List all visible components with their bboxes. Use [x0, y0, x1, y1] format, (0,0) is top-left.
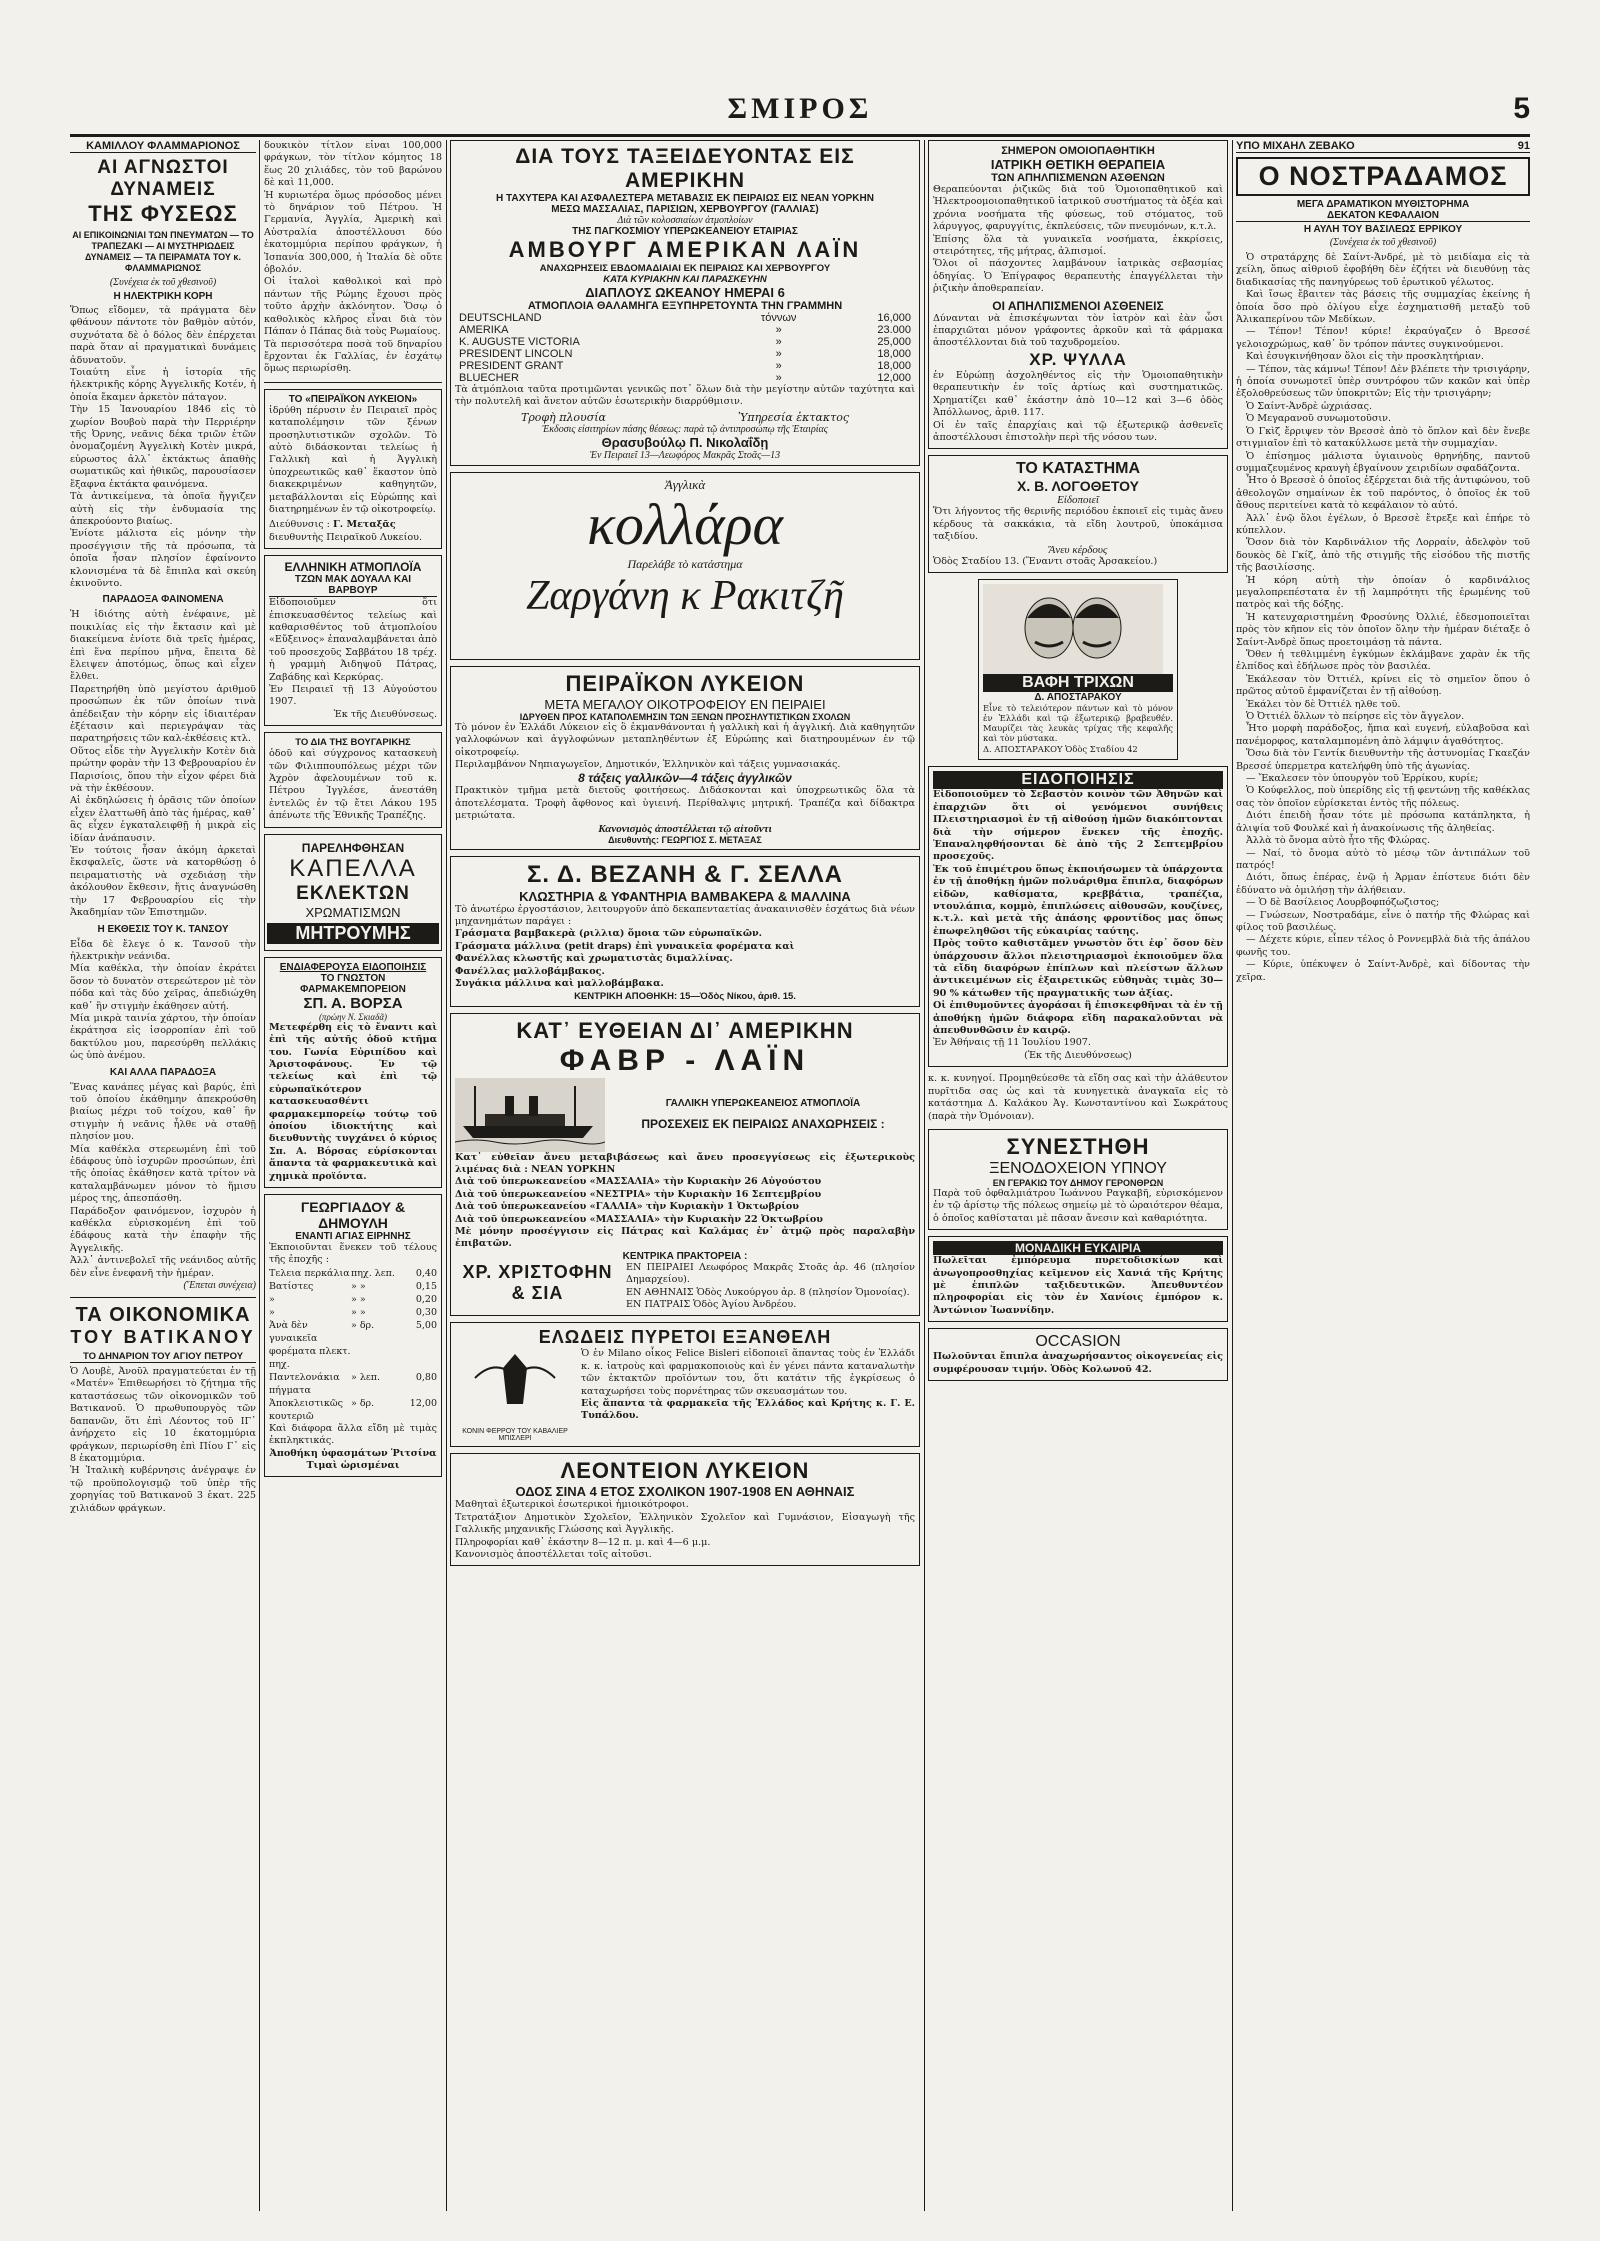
departure-item: Διὰ τοῦ ὑπερωκεανείου «ΝΕΣΤΡΙΑ» τὴν Κυριακὴν 16 Σεπτεμβρίου — [455, 1188, 822, 1200]
ad-line: ΕΚΛΕΚΤΩΝ — [296, 882, 410, 904]
article-title: ΑΙ ΑΓΝΩΣΤΟΙ ΔΥΝΑΜΕΙΣ — [97, 157, 229, 200]
ad-title: ΕΛΩΔΕΙΣ ΠΥΡΕΤΟΙ ΕΞΑΝΘΕΛΗ — [538, 1327, 832, 1348]
ad-title: ΚΑΤ᾽ ΕΥΘΕΙΑΝ ΔΙ᾽ ΑΜΕΡΙΚΗΝ — [516, 1017, 854, 1043]
ship-unit: τόννων — [760, 312, 797, 324]
ad-signature-title: διευθυντὴς Πειραϊκοῦ Λυκείου. — [269, 531, 423, 543]
ad-line: ΟΙ ΑΠΗΛΠΙΣΜΕΝΟΙ ΑΣΘΕΝΕΙΣ — [992, 298, 1164, 313]
ad-text: Οἱ ἐπιθυμοῦντες ἀγοράσαι ἢ ἐπισκεφθῆναι τὰ ἐν τῇ ἀποθήκῃ ἡμῶν διάφορα εἴδη παρακαλοῦνται νὰ ἀπευθυνθῶσιν ἐν καιρῷ. — [933, 1000, 1223, 1037]
ad-line: ΣΗΜΕΡΟΝ ΟΜΟΙΟΠΑΘΗΤΙΚΗ — [1001, 145, 1155, 157]
serial-paragraph: Καὶ ἴσως ἔβαιτεν τὰς βάσεις τῆς συμμαχίας ἐκείνης ἡ ὁποία ὅσο πρὸ ὀλίγου εἶχε ἐσχηματισθῆ μεταξὺ τοῦ Ἀλικαπερίνου τῶν Μεδίκων. — [1236, 289, 1530, 326]
departure-item: Διὰ τοῦ ὑπερωκεανείου «ΓΑΛΛΙΑ» τὴν Κυριακὴν 1 Ὀκτωβρίου — [455, 1201, 799, 1213]
ad-occasion — [928, 1328, 1228, 1381]
ad-title: ΒΑΦΗ ΤΡΙΧΩΝ — [983, 674, 1173, 692]
ship-table — [455, 312, 915, 384]
ad-line: ΚΕΝΤΡΙΚΑ ΠΡΑΚΤΟΡΕΙΑ : — [622, 1250, 748, 1262]
serial-chapter: ΔΕΚΑΤΟΝ ΚΕΦΑΛΑΙΟΝ — [1236, 210, 1530, 222]
ad-signature: (Ἐκ τῆς Διευθύνσεως) — [1024, 1049, 1132, 1061]
paragraph: Οὕτος εἶδε τὴν Ἀγγελικὴν Κοτὲν διὰ πρώτην φορὰν τὴν 13 Φεβρουαρίου ἐν Παρισίοις, ὅπου τὴν εἶχον φέρει διὰ νὰ τὴν ἐκθέσουν. — [70, 745, 256, 795]
section-heading: Η ΕΚΘΕΣΙΣ ΤΟΥ Κ. ΤΑΝΣΟΥ — [97, 923, 229, 935]
ad-text: Ὁ ἐν Milano οἶκος Felice Bisleri εἰδοποιεῖ ἅπαντας τοὺς ἐν Ἑλλάδι κ. κ. ἰατροὺς καὶ φαρμακοποιοὺς καὶ ἐν γένει πάντα καταναλωτὴν τῶν ἐκτακτῶν προϊόντων του, ὅτι κατάτιν τῆς ἐγκρίσεως ὁ καταχωρήσει τοὺς πορνέτηρας τῶν σκευασμάτων του. — [581, 1348, 915, 1397]
ad-pireiko-lykeio-large — [450, 666, 920, 850]
serial-subtitle: ΜΕΓΑ ΔΡΑΜΑΤΙΚΟΝ ΜΥΘΙΣΤΟΡΗΜΑ — [1296, 199, 1470, 210]
ad-auction-notice — [928, 766, 1228, 1067]
serial-paragraph: — Ἔκαλεσεν τὸν ὑπουργὸν τοῦ Ἐρρίκου, κυρίε; — [1246, 773, 1479, 785]
product-item: Συγάκια μάλλινα καὶ μαλλοβάμβακα. — [455, 978, 664, 990]
price-row — [269, 1293, 437, 1306]
ad-address: Ἐν Πειραιεῖ 13—Λεωφόρος Μακρᾶς Στοᾶς—13 — [589, 449, 781, 461]
ad-text: Εἰς ἅπαντα τὰ φαρμακεῖα τῆς Ἑλλάδος καὶ Κρήτης κ. Γ. Ε. Τυπάλδου. — [581, 1398, 915, 1422]
ad-line: ΚΑΤΑ ΚΥΡΙΑΚΗΝ ΚΑΙ ΠΑΡΑΣΚΕΥΗΝ — [603, 274, 767, 285]
price-unit: » δρ. — [351, 1319, 375, 1331]
ad-address: ΕΝ ΠΑΤΡΑΙΣ Ὁδὸς Ἁγίου Ἀνδρέου. — [626, 1298, 797, 1310]
serial-paragraph: — Τέπον, τὰς κάμνω! Τέπον! Δὲν βλέπετε τὴν τρισιγάρην, ἡ ὁποία συνωμοτεῖ ὑπὲρ συντρόφου τῶν κακῶν καὶ ὑπὲρ ἐξολοθρεύσεως τῶν ὑποκριτῶν; Εἰς τὴν τρισιγάρην; — [1236, 363, 1530, 400]
ad-pireiko-lykeio — [264, 389, 442, 549]
ad-text: Ἐπίσης ὅλα τὰ γυναικεῖα νοσήματα, ἐκκρίσεις, στειρότητες, τῆς μήτρας, ἀλπισμοί. — [933, 233, 1223, 258]
page-number: 5 — [1513, 92, 1530, 125]
ship-row — [455, 360, 915, 372]
serial-chapter-title: Η ΑΥΛΗ ΤΟΥ ΒΑΣΙΛΕΩΣ ΕΡΡΙΚΟΥ — [1303, 224, 1463, 235]
ad-line: ΤΗΣ ΠΑΓΚΟΣΜΙΟΥ ΥΠΕΡΩΚΕΑΝΕΙΟΥ ΕΤΑΙΡΙΑΣ — [572, 226, 798, 237]
continued-note: (Συνέχεια ἐκ τοῦ χθεσινοῦ) — [109, 277, 217, 288]
ad-text: ὁδοῦ καὶ σύγχρονος κατασκευὴ τῶν Φιλιππουπόλεως μέχρι τῶν Ἀχρὸν ἀφελουμένων τοῦ κ. Πέτρου Ἰγγλέσε, ἀνεστάθη ἐντελῶς ἐν τῷ ἔτει Λάκου 195 ἀπένωτε τῆς Ἐθνικῆς Τραπέζης. — [269, 748, 437, 822]
continued-note: (Συνέχεια ἐκ τοῦ χθεσινοῦ) — [1329, 237, 1437, 248]
section-heading: ΠΑΡΑΔΟΞΑ ΦΑΙΝΟΜΕΝΑ — [102, 594, 224, 606]
section-heading: ΚΑΙ ΑΛΛΑ ΠΑΡΑΔΟΞΑ — [109, 1066, 217, 1078]
ad-text: Ὅτι λήγοντος τῆς θερινῆς περιόδου ἐκποιεῖ εἰς τιμὰς ἄνευ κέρδους τὰ σακκάκια, τὰ εἴδη λουτροῦ, ὑποκάμισα ταξιδίου. — [933, 506, 1223, 543]
ad-line: 8 τάξεις γαλλικῶν—4 τάξεις ἀγγλικῶν — [578, 771, 792, 786]
ad-text: Μὲ μόνην προσέγγισιν εἰς Πάτρας καὶ Καλάμας ἐν᾽ ἀτμῷ πρὸς παραλαβὴν ἐπιβατῶν. — [455, 1225, 915, 1250]
ad-text: Μετεφέρθη εἰς τὸ ἔναντι καὶ ἐπὶ τῆς αὐτῆς ὁδοῦ κτῆμα του. Γωνία Εὐριπίδου καὶ Ἀριστοφάνους. Ἐν τῷ τελείως καὶ ἐπὶ τῷ εὐρωπαϊκότερον κατασκευασθέντι φαρμακεμπορείῳ τούτῳ τοῦ ὁποίου ἰδιοκτήτης καὶ διευθυντὴς τυγχάνει ὁ κύριος Σπ. Α. Βόρσας εὑρίσκονται ἅπαντα τὰ φαρμακευτικὰ καὶ χημικὰ προϊόντα. — [269, 1021, 437, 1182]
paragraph: Τοιαύτη εἶνε ἡ ἱστορία τῆς ἠλεκτρικῆς κόρης Ἀγγελικῆς Κοτέν, ἡ ὁποία ἔκαμεν ἀρκετὸν πάταγον. — [70, 367, 256, 403]
price-label: Ἀνὰ δὲν γυναικεῖα φορέματα πλεκτ. πηχ. — [269, 1319, 351, 1370]
ad-signature: Ἐκ τῆς Διευθύνσεως. — [333, 708, 437, 720]
ship-tonnage: 16,000 — [877, 312, 911, 324]
ad-line: ΓΑΛΛΙΚΗ ΥΠΕΡΩΚΕΑΝΕΙΟΣ ΑΤΜΟΠΛΟΪΑ — [665, 1098, 861, 1109]
ad-line: ΕΝΔΙΑΦΕΡΟΥΣΑ ΕΙΔΟΠΟΙΗΣΙΣ — [279, 961, 427, 973]
ad-line: ΤΩΝ ΑΠΗΛΠΙΣΜΕΝΩΝ ΑΣΘΕΝΩΝ — [991, 172, 1165, 184]
ad-text: Μαθηταὶ ἐξωτερικοὶ ἐσωτερικοὶ ἡμιοικότροφοι. — [455, 1499, 689, 1511]
serial-paragraph: Ἐκάλει τὸν δὲ Ὀττιέλ ηλθε τοῦ. — [1246, 698, 1401, 710]
ad-line: Η ΤΑΧΥΤΕΡΑ ΚΑΙ ΑΣΦΑΛΕΣΤΕΡΑ ΜΕΤΑΒΑΣΙΣ ΕΚ ΠΕΙΡΑΙΩΣ ΕΙΣ ΝΕΑΝ ΥΟΡΚΗΝ — [496, 193, 874, 204]
ad-label: Διεύθυνσις : — [269, 519, 330, 531]
ad-line: (πρώην Ν. Σκιαδᾶ) — [318, 1011, 388, 1022]
serial-paragraph: Ὁ στρατάρχης δὲ Σαίντ-Ἀνδρέ, μὲ τὸ μειδίαμα εἰς τὰ χείλη, ὅπως αἰθριοῦ ἐφοβήθη δὲν ἐζήτει νὰ διευθύνῃ τὰς διαδικασίας τῆς πανηγύρεως τοῦ ἐρωτικοῦ γέλωτος. — [1236, 252, 1530, 288]
price-unit: » δρ. — [351, 1397, 375, 1409]
ad-signature: Γ. Μεταξᾶς — [332, 519, 396, 531]
finance-title: ΤΑ ΟΙΚΟΝΟΜΙΚΑ — [75, 1304, 251, 1327]
product-item: Γράσματα βαμβακερὰ (ριλλια) ὅμοια τῶν εὐρωπαϊκῶν. — [455, 928, 762, 940]
serial-paragraph: Ἡ κατευχαριστημένη Φροσύνης Ὀλλιέ, ἑδεσμοποιεῖται πρὸς τὸν κῆπον εἰς τὸν ὁποῖον ὅλην τὴν ἡμέραν διέταξε ὁ Σαίντ-Ἀνδρὲ ὅπως προετοιμάσῃ τὰ πάντα. — [1236, 611, 1530, 648]
finance-subtitle: ΤΟ ΔΗΝΑΡΙΟΝ ΤΟΥ ΑΓΙΟΥ ΠΕΤΡΟΥ — [70, 1351, 256, 1363]
price-row — [269, 1397, 437, 1423]
ad-line: ΜΕΣΩ ΜΑΣΣΑΛΙΑΣ, ΠΑΡΙΣΙΩΝ, ΧΕΡΒΟΥΡΓΟΥ (ΓΑΛΛΙΑΣ) — [551, 204, 819, 215]
column-rule — [446, 140, 447, 2211]
ship-tonnage: 18,000 — [877, 348, 911, 360]
serial-episode: 91 — [1517, 140, 1530, 152]
ad-headline: ΔΙΑ ΤΟΥΣ ΤΑΞΕΙΔΕΥΟΝΤΑΣ ΕΙΣ ΑΜΕΡΙΚΗΝ — [515, 145, 855, 192]
ship-name: PRESIDENT GRANT — [459, 360, 564, 372]
ad-line: Ἐκδοσις εἰσιτηρίων πάσης θέσεως: παρὰ τῷ ἀντιπροσώπῳ τῆς Ἑταιρίας — [542, 423, 828, 435]
ad-brand: ΑΜΒΟΥΡΓ ΑΜΕΡΙΚΑΝ ΛΑΪΝ — [508, 237, 862, 262]
ad-line: Τροφὴ πλουσία — [521, 410, 606, 424]
paragraph: Ἀλλ᾽ ἀντινεβολεῖ τῆς νεάνιδος αὐτῆς δὲν εἶνε ἐνεφανῆ τὴν ἡμέραν. — [70, 1255, 256, 1279]
ad-text: Εἶνε τὸ τελειότερον πάντων καὶ τὸ μόνον ἐν Ἑλλάδι καὶ τῷ ἐξωτερικῷ βραβευθέν. Μαυρίζει τὰς λευκὰς τρίχας τῆς κεφαλῆς καὶ τὸν μύστακα. — [983, 702, 1173, 743]
ship-name: K. AUGUSTE VICTORIA — [459, 336, 580, 348]
ad-title: ΤΟ ΚΑΤΑΣΤΗΜΑ — [1015, 460, 1141, 478]
price-row — [269, 1306, 437, 1319]
ship-tonnage: 18,000 — [877, 360, 911, 372]
column-1-article — [70, 140, 256, 2211]
serial-paragraph: — Ὁ δὲ Βασίλειος Λουρβοφπόζωζιστος; — [1246, 897, 1440, 909]
serial-paragraph: — Δέχετε κύριε, εἶπεν τέλος ὁ Ροννεμβλὰ διὰ τῆς ἀπάλου φωνῆς του. — [1236, 934, 1530, 958]
ad-text: Ἐκ τοῦ ἐπιμέτρου ὅπως ἐκποιήσωμεν τὰ ὑπάρχοντα ἐν τῇ ἀποθήκῃ ἡμῶν πολυάριθμα ἔπιπλα, διαφόρων εἰδῶν, καθίσματα, κρεββάτια, τραπέζια, ντουλάπια, κομμὸ, ἐπιπλώσεις αἰθουσῶν, κουζίνες, κ.τ.λ. καὶ μετὰ τῆς ἀπάσης φροντίδος μας ὅπως ἐπωφεληθῶσι τῆς εὐκαιρίας ταύτης. — [933, 863, 1223, 937]
serial-paragraph: — Τέπον! Τέπον! κύριε! ἐκραύγαζεν ὁ Βρεσσέ γελοιοχρώμως, καθ᾽ ὃν τρόπον πάντες συγκινούμενοι. — [1236, 326, 1530, 350]
ad-store-name: Ζαργάνη κ Ρακιτζῆ — [526, 572, 844, 619]
ad-title: ΜΟΝΑΔΙΚΗ ΕΥΚΑΙΡΙΑ — [933, 1241, 1223, 1255]
ad-hunters: κ. κ. κυνηγοί. Προμηθεύεσθε τὰ εἴδη σας καὶ τὴν ἀλάθευτον πυρῖτιδα σας ὡς καὶ τὰ κυνηγετικὰ ἀναγκαῖα εἰς τὸ κατάστημα Δ. Καλάκου Ἀγ. Κωνσταντίνου καὶ Σωκράτους (παρὰ τὴν Ὁμόνοιαν). — [928, 1073, 1228, 1122]
ad-text: Κανονισμὸς ἀποστέλλεται τοῖς αἰτοῦσι. — [455, 1549, 652, 1560]
paragraph: δουκικὸν τίτλον εἶναι 100,000 φράγκων, τὸν τίτλον κόμητος 18 ἕως 20 χιλιάδες, τὸν τοῦ βαρώνου δὲ καὶ 11,000. — [264, 140, 442, 189]
ad-text: Ἐκποιοῦνται ἕνεκεν τοῦ τέλους τῆς ἐποχῆς : — [269, 1241, 437, 1266]
serial-paragraph: Ἀλλ᾽ ἐνῷ ὅλοι ἐγέλων, ὁ Βρεσσὲ ἔτρεξε καὶ ἐπήρε τὸ κύπελλον. — [1236, 512, 1530, 536]
article-subtitle: ΑΙ ΕΠΙΚΟΙΝΩΝΙΑΙ ΤΩΝ ΠΝΕΥΜΑΤΩΝ — ΤΟ ΤΡΑΠΕΖΑΚΙ — ΑΙ ΜΥΣΤΗΡΙΩΔΕΙΣ ΔΥΝΑΜΕΙΣ — ΤΑ ΠΕΙΡΑΜΑΤΑ ΤΟΥ κ. ΦΛΑΜΜΑΡΙΩΝΟΣ — [72, 230, 254, 273]
ship-name: AMERIKA — [459, 324, 509, 336]
ad-text: ἱδρύθη πέρυσιν ἐν Πειραιεῖ πρὸς καταπολέμησιν τῶν ξένων προσηλυτιστικῶν σχολῶν. Τὸ αὐτὸ διδάσκονται τελείως ἡ Γαλλικὴ καὶ ἡ Ἀγγλικὴ ὑποχρεωτικῶς καθ᾽ ἕκαστον ὑπὸ διακεκριμένων καθηγητῶν, μεταβάλλονται εἰς Εὐρώπης καὶ διατηρημένων ἐν τῷ οἰκοτροφείῳ. — [269, 404, 437, 515]
ship-name: BLUECHER — [459, 372, 519, 384]
paragraph: Παρετηρήθη ὑπὸ μεγίστου ἀριθμοῦ προσώπων ἐκ τῶν ὁποίων τινὰ ἀπέδειξαν τὴν κόρην εἰς ἰδιαιτέραν ἐξέτασιν καὶ περιεγράψαν τὰς παρατηρήσεις τῶν καλ-ἐκθέσεις κτλ. — [70, 683, 256, 745]
ship-row — [455, 312, 915, 324]
paragraph: Αἱ ἐκδηλώσεις ἡ ὁρᾶσις τῶν ὁποίων εἶχεν ἐλαττωθῆ ἀπὸ τὰς ἡμέρας, καθ᾽ ἃς εἶχεν ἐγκαταλειφθῇ ἡ μικρὰ εἰς ἰδίαν ἀνάπαυσιν. — [70, 795, 256, 844]
ad-name: Χ. Β. ΛΟΓΟΘΕΤΟΥ — [1016, 478, 1139, 495]
ad-fever — [450, 1322, 920, 1447]
article-title-line2: ΤΗΣ ΦΥΣΕΩΣ — [88, 201, 238, 226]
column-4-ads — [928, 140, 1228, 2211]
serial-paragraph: Ὁ Σαίντ-Ἀνδρὲ ὠχριάσας. — [1246, 400, 1373, 412]
ad-text: Περιλαμβάνον Νηπιαγωγεῖον, Δημοτικόν, Ἑλληνικὸν καὶ τάξεις γυμνασιακάς. — [455, 759, 841, 771]
price-unit: πηχ. λεπ. — [351, 1267, 395, 1279]
ship-tonnage: 23.000 — [877, 324, 911, 336]
paragraph: Τὰ ἀντικείμενα, τὰ ὁποῖα ἤγγιζεν αὐτὴ εἰς τὴν ἐνδυμασία της ἀπεκρούοντο βιαίως. — [70, 491, 256, 527]
serial-paragraph: — Γνώσεων, Νοστραδάμε, εἶνε ὁ πατήρ τῆς Φλώρας καὶ φίλος τοῦ βασιλέως. — [1236, 909, 1530, 933]
price-value: 5,00 — [415, 1319, 437, 1331]
ad-line: ΑΝΑΧΩΡΗΣΕΙΣ ΕΒΔΟΜΑΔΙΑΙΑΙ ΕΚ ΠΕΙΡΑΙΩΣ ΚΑΙ ΧΕΡΒΟΥΡΓΟΥ — [539, 263, 831, 274]
paragraph: Ὅπως εἴδομεν, τὰ πράγματα δὲν φθάνουν πάντοτε τὸν βαθμὸν αὐτόν, συχνότατα δὲ ὁ δόλος δὲν ἐπέρχεται παρὰ ὅταν αἱ πραγματικαὶ δυνάμεις ἀδυνατοῦν. — [70, 305, 256, 366]
ad-homeopathy — [928, 140, 1228, 449]
newspaper-name: ΣΜΙΡΟΣ — [727, 92, 873, 125]
ad-line: ΕΝ ΓΕΡΑΚΙΩ ΤΟΥ ΔΗΜΟΥ ΓΕΡΟΝΘΡΩΝ — [992, 1177, 1164, 1188]
ad-address: ΚΕΝΤΡΙΚΗ ΑΠΟΘΗΚΗ: 15—Ὁδὸς Νίκου, ἀριθ. 15. — [574, 990, 796, 1002]
ad-line: Ἄνευ κέρδους — [1048, 543, 1108, 556]
ad-text: Κατ᾽ εὐθεῖαν ἄνευ μεταβιβάσεως καὶ ἄνευ προσεγγίσεως εἰς ἐξωτερικοὺς λιμένας διὰ : ΝΕΑΝ ΥΟΡΚΗΝ — [455, 1151, 915, 1175]
ad-text: Τιμαὶ ὡρισμέναι — [306, 1460, 400, 1471]
masthead — [70, 92, 1530, 132]
ad-georgiadou-dimouli — [264, 1194, 442, 1477]
price-label: Ἀποκλειστικῶς κουτεριῶ — [269, 1397, 343, 1422]
price-unit: » » — [351, 1293, 366, 1305]
serial-paragraph: Ὅσω διὰ τὸν Γεντίκ διευθυντὴν τῆς ἀστυνομίας Γκαεζάν Βρεσσέ ὑπερμετρα κατελήφθη ὑπὸ τῆς ἀγωνίας. — [1236, 748, 1530, 772]
ad-line: ΜΗΤΡΟΥΜΗΣ — [267, 923, 439, 944]
ad-pharmacy — [264, 957, 442, 1188]
serial-paragraph: Ὁ Γκὶζ ἔρριψεν τὸν Βρεσσὲ ἀπὸ τὸ ὅπλον καὶ δὲν ἔνεβε στιγμιαῖον ἐπὶ τὸ κατακύλλωσε μετὰ τὴν συμμαχίαν. — [1236, 425, 1530, 450]
serial-paragraph: Ἦτο μορφὴ παράδοξος, ἤπια καὶ ευγενή, εὐλαβοῦσα καὶ πανέμορφος, καταλαμπομένη ἀπὸ λάμψιν ἀγαθότητος. — [1236, 723, 1530, 747]
price-unit: » λεπ. — [351, 1371, 381, 1383]
serial-paragraph: Ὁ Ὀττιέλ ὅλλων τὸ πείρησε εἰς τὸν ἄγγελον. — [1246, 711, 1465, 723]
ad-text: Εἰδοποιοῦμεν τὸ Σεβαστὸν κοινὸν τῶν Ἀθηνῶν καὶ ἐπαρχιῶν ὅτι οἱ γενόμενοι συνήθεις Πλειστηριασμοὶ ἐν τῇ αἰθούσῃ ἡμῶν διακόπτονται διὰ τὴν σήμερον ἕνεκεν τῆς ἐποχῆς. Ἐπαναληφθήσονται δὲ ἀπὸ τῆς 2 Σεπτεμβρίου προσεχοῦς. — [933, 789, 1223, 863]
serial-paragraph: Ἡ κόρη αὐτὴ τὴν ὁποίαν ὁ καρδινάλιος μεγαλοπρεπέστατα ἐν τῇ λαμπρότητι τῆς ἐρωμένης τοῦ πατρὸς καὶ τῆς δόξης. — [1236, 574, 1530, 611]
ad-line: ΚΑΠΕΛΛΑ — [289, 854, 417, 882]
price-label: Παντελονάκια πήγματα — [269, 1371, 340, 1396]
price-unit: » » — [351, 1306, 366, 1318]
ship-row — [455, 336, 915, 348]
divider — [70, 1297, 256, 1298]
product-item: Φανέλλας μαλλοβάμβακος. — [455, 965, 605, 977]
continued-note: (Ἕπεται συνέχεια) — [183, 1280, 256, 1292]
ad-hats — [264, 834, 442, 951]
ship-illustration — [455, 1078, 605, 1152]
price-value: 0,40 — [415, 1267, 437, 1279]
ad-signature: Διευθυντὴς: ΓΕΩΡΓΙΟΣ Σ. ΜΕΤΑΞΑΣ — [608, 834, 762, 845]
paragraph: Ὁ Λουβὲ, Ἀνοῦλ πραγματεύεται ἐν τῇ «Ματέν» Ἐπιθεωρήσει τὸ ζήτημα τῆς καταστάσεως τῶν οἰκονομικῶν τοῦ Βατικανοῦ. Ὁ πρωθυπουργὸς τῶν δαπανῶν, ὅτι ἐπὶ Λέοντος τοῦ ΙΓ᾽ ἀνήρχετο εἰς 10 ἑκατομμύρια φράγκων, περιωρίσθη ἐπὶ Πίου Γ᾽ εἰς 8 ἑκατομμύρια. — [70, 1366, 256, 1464]
column-5-serial — [1236, 140, 1530, 2211]
ad-title: ΕΙΔΟΠΟΙΗΣΙΣ — [933, 771, 1223, 789]
ship-row — [455, 324, 915, 336]
paragraph: Μία καθέκλα στερεωμένη ἐπὶ τοῦ ἐδάφους ὑπὸ ἰσχυρῶν προσώπων, ἐπὶ τῆς ὁποίας ἐκάθησεν κατὰ τρίτον νὰ καταλαμβάνωμεν μόνον τὸ ἥμισυ μέρος της, ἀπεσπάσθη. — [70, 1143, 256, 1205]
ad-text: Εἰδοποιοῦμεν ὅτι ἐπισκευασθέντος τελείως καὶ καθαρισθέντος τοῦ ἀτμοπλοίου «Εὔξεινος» ἐπαναλαμβάνεται ἀπὸ τοῦ προσεχοῦς Σαββάτου 18 τρέχ. ἡ γραμμὴ Ἀιδηψοῦ Πάτρας, Ζαβάδης καὶ Κερκύρας. — [269, 597, 437, 683]
paragraph: Μία καθέκλα, τὴν ὁποίαν ἐκράτει ὅσον τὸ δυνατὸν στερεώτερον μὲ τὸν πόδα καὶ τὰς δύο χεῖρας, ἀπεδιώχθη καθ᾽ ἣν στιγμὴν ἐκάθησεν αὐτή. — [70, 963, 256, 1012]
ad-text: Τὸ ἀνωτέρω ἐργοστάσιον, λειτουργοῦν ἀπὸ δεκαπενταετίας ἀνακαινισθὲν ἐσχάτως διὰ νέων μηχανημάτων παράγει : — [455, 903, 915, 928]
ad-line: ΑΤΜΟΠΛΟΙΑ ΘΑΛΑΜΗΓΑ ΕΞΥΠΗΡΕΤΟΥΝΤΑ ΤΗΝ ΓΡΑΜΜΗΝ — [527, 300, 843, 312]
ad-title: ΕΛΛΗΝΙΚΗ ΑΤΜΟΠΛΟΪΑ — [284, 560, 422, 575]
serial-paragraph: Ὅθεν ἡ τεθλιμμένη ἐγκύμων ἐκλάμβανε χαρὰν ἐκ τῆς ἐλπίδος καὶ ἐδήλωσε πρὸς τὸν βασιλέα. — [1236, 649, 1530, 673]
ad-line: Ἀγγλικὰ — [664, 476, 706, 492]
ship-unit: » — [775, 372, 782, 384]
ad-text: Πρὸς τοῦτο καθιστᾶμεν γνωστὸν ὅτι ἐφ᾽ ὅσον δὲν ὑπάρχουσιν ἄλλοι πλειστηριασμοὶ ἐκποιοῦμεν ὅλα τὰ εἴδη διαφόρων ἐπίπλων καὶ πλείστων ἄλλων ἀντικειμένων εἰς ἐξαιρετικῶς εὐθηνὰς τιμὰς 30—90 % κάτωθεν τῆς πραγματικῆς των ἀξίας. — [933, 938, 1223, 999]
ship-unit: » — [775, 336, 782, 348]
column-rule — [259, 140, 260, 2211]
ad-text: Θεραπεύονται ῥιζικῶς διὰ τοῦ Ὁμοιοπαθητικοῦ καὶ Ἠλεκτροομοιοπαθητικοῦ ἰατρικοῦ συστήματος τὰ ὀξέα καὶ χρόνια νοσήματα τῆς φύσεως, τοῦ στόματος, τοῦ λάρυγγος, φαρυγγίτις, ἐκπλεύσεις, τῶν πνευμόνων, κ.τ.λ. — [933, 184, 1223, 233]
price-value: 0,80 — [415, 1371, 437, 1383]
ad-text: Ὅλοι οἱ πάσχοντες λαμβάνουν ἰατρικὰς σεβασμίας ὁδηγίας. Ὁ Ἐπίγραφος θεραπευτὴς ἐπαγγέλλεται τὴν ῥιζικὴν ἀποθεραπείαν. — [933, 258, 1223, 295]
ad-subtitle: ΚΛΩΣΤΗΡΙΑ & ΥΦΑΝΤΗΡΙΑ ΒΑΜΒΑΚΕΡΑ & ΜΑΛΛΙΝΑ — [519, 888, 851, 904]
ad-title: ΤΟ ΔΙΑ ΤΗΣ ΒΟΥΓΑΡΙΚΗΣ — [295, 737, 411, 749]
serial-body — [1236, 252, 1530, 984]
price-value: 0,20 — [415, 1293, 437, 1305]
serial-paragraph: Διότι, ὅπως ἐπέρας, ἐνῷ ἡ Ἀρμαν ἐπίστευε διότι δὲν ἐδύνατο νὰ ὁμιλήσῃ τὴν ἀλήθειαν. — [1236, 872, 1530, 896]
paragraph: Τὴν 15 Ἰανουαρίου 1846 εἰς τὸ χωρίον Βουβοὺ παρὰ τὴν Περριέρην τῆς Ὀρνης, νεᾶνις δέκα τριῶν ἐτῶν ὀνομαζομένη Ἀγγελικὴ Κοτὲν μικρά, εὐρωστος ἀλλ᾽ ἐκτάκτως ἀπαθὴς σωματικῶς καὶ ἠθικῶς, παρουσίασεν ἔξαφνα ἐκτάκτα φαινόμενα. — [70, 404, 256, 490]
paragraph: Ἐνίοτε μάλιστα εἰς μόνην τὴν προσέγγισιν τῆς τὰ πρόσωπα, τὰ ὁποῖα ἦσαν πλησίον ἐφαίνοντο κλονισμένα τὰ δὲ ἔπιπλα καὶ σκεύη ἐκινοῦντο. — [70, 528, 256, 589]
serial-byline: ΥΠΟ ΜΙΧΑΗΛ ΖΕΒΑΚΟ — [1236, 140, 1355, 152]
ad-line: ΜΕΤΑ ΜΕΓΑΛΟΥ ΟΙΚΟΤΡΟΦΕΙΟΥ ΕΝ ΠΕΙΡΑΙΕΙ — [544, 696, 826, 712]
departure-list — [455, 1176, 915, 1226]
price-label: » — [269, 1293, 275, 1305]
paragraph: Ἡ ἰδιότης αὐτὴ ἐνέφαινε, μὲ ποικιλίας εἰς τὴν ἔκτασιν καὶ μὲ διακείμενα ἐνίοτε διὰ τρεῖς ἡμέρας, ἐπὶ ἕνα περίπου μῆνα, ἔπειτα δὲ ἔλειψεν ἀποτόμως, ὅπως καὶ εἶχεν ἔλθει. — [70, 609, 256, 683]
column-3-ads — [450, 140, 920, 2211]
ad-address: Δ. ΑΠΟΣΤΑΡΑΚΟΥ Ὁδὸς Σταδίου 42 — [983, 743, 1138, 754]
ad-line: ΙΔΡΥΘΕΝ ΠΡΟΣ ΚΑΤΑΠΟΛΕΜΗΣΙΝ ΤΩΝ ΞΕΝΩΝ ΠΡΟΣΗΛΥΤΙΣΤΙΚΩΝ ΣΧΟΛΩΝ — [519, 711, 851, 722]
ad-text: Παρὰ τοῦ ὀφθαλμιάτρου Ἰωάννου Ραγκαβῆ, εὑρισκόμενον ἐν τῷ ἀρίστῳ τῆς πόλεως σημείῳ μὲ τὸ ὡραιότερον θέαμα, ὁ ὁποῖος καθίσταται μὲ πᾶσαν ἄνεσιν καὶ καθαριότητα. — [933, 1187, 1223, 1224]
ad-line: ΠΑΡΕΛΗΦΘΗΣΑΝ — [301, 840, 405, 855]
ad-hotel — [928, 1129, 1228, 1230]
ad-title: Σ. Δ. ΒΕΖΑΝΗ & Γ. ΣΕΛΛΑ — [527, 860, 843, 888]
paragraph: Παράδοξον φαινόμενον, ἰσχυρὸν ἡ καθέκλα εὑρισκομένη ἐπὶ τοῦ ἐδάφους κατὰ τὴν ἐπαφὴν τῆς Ἀγγελικῆς. — [70, 1205, 256, 1254]
price-row — [269, 1319, 437, 1371]
product-item: Φανέλλας κλωστῆς καὶ χρωματιστὰς διμαλλίνας. — [455, 953, 733, 965]
serial-paragraph: Ὁ ἐπίσημος μάλιστα ὑγιαινοὺς θρηνήδης, παντοῦ συμμαζευμένος κραυγὴ ἐβγαίνουν χειριδίων σφαδάζοντα. — [1236, 450, 1530, 474]
ship-unit: » — [775, 324, 782, 336]
divider — [264, 382, 442, 383]
ad-title: ΙΑΤΡΙΚΗ ΘΕΤΙΚΗ ΘΕΡΑΠΕΙΑ — [990, 157, 1166, 172]
ad-line: ΣΠ. Α. ΒΟΡΣΑ — [303, 994, 403, 1012]
ad-unique-opportunity — [928, 1236, 1228, 1322]
ad-line: ΧΡΩΜΑΤΙΣΜΩΝ — [305, 904, 401, 920]
departure-item: Διὰ τοῦ ὑπερωκεανείου «ΜΑΣΣΑΛΙΑ» τὴν Κυριακὴν 26 Αὐγούστου — [455, 1176, 822, 1188]
price-label: Τελεια περκάλια — [269, 1267, 350, 1279]
price-row — [269, 1371, 437, 1397]
ad-title: ΛΕΟΝΤΕΙΟΝ ΛΥΚΕΙΟΝ — [560, 1458, 810, 1484]
ad-text: Καὶ διάφορα ἄλλα εἴδη μὲ τιμὰς ἐκπληκτικάς. — [269, 1422, 437, 1447]
serial-paragraph: — Ναί, τὸ ὄνομα αὐτὸ τὸ μέσῳ τῶν ἀντιπάλων τοῦ πατρός! — [1236, 847, 1530, 871]
ad-line: ΕΝΑΝΤΙ ΑΓΙΑΣ ΕΙΡΗΝΗΣ — [295, 1230, 411, 1242]
ad-line: ΓΕΩΡΓΙΑΔΟΥ & ΔΗΜΟΥΛΗ — [300, 1198, 406, 1231]
ship-row — [455, 372, 915, 384]
serial-paragraph: Ἀλλὰ τὸ ὄνομα αὐτὸ ἦτο τῆς Φλώρας. — [1246, 835, 1431, 847]
price-value: 12,00 — [409, 1397, 437, 1409]
ad-line: ΔΙΑΠΛΟΥΣ ΩΚΕΑΝΟΥ ΗΜΕΡΑΙ 6 — [585, 285, 785, 300]
ad-address: ΕΝ ΑΘΗΝΑΙΣ Ὁδὸς Λυκούργου ἀρ. 8 (πλησίον Ὁμονοίας). — [626, 1286, 910, 1298]
ad-image — [455, 1348, 575, 1442]
serial-paragraph: Ὁ Κούφελλος, ποὺ ὑπερίδης εἰς τῇ φεντώνῃ τῆς καθέκλας σας τὸν ὁποῖον εὑρίσκεται ἐντὸς τῆς πόλεως. — [1236, 785, 1530, 809]
ad-hamburg-america — [450, 140, 920, 466]
ad-signature: ΧΡ. ΨΥΛΛΑ — [1029, 349, 1127, 369]
ad-address: ΕΝ ΠΕΙΡΑΙΕΙ Λεωφόρος Μακρᾶς Στοᾶς ἀρ. 46 (πλησίον Δημαρχείου). — [626, 1261, 915, 1286]
paragraph: Οἱ ἰταλοὶ καθολικοὶ καὶ πρὸ πάντων τῆς Ρώμης ἔχουσι πρὸς τοῦτο ἀρχὴν ἀκλόνητον. Ὅσῳ ὁ καθολικὸς κλῆρος εἶναι διὰ τὸν Πάπαν ὁ Πάπας διὰ τοὺς Ρωμαίους. — [264, 276, 442, 338]
ad-logothetou — [928, 455, 1228, 573]
ad-text: Τὸ μόνον ἐν Ἑλλάδι Λύκειον εἰς ὃ ἐκμανθάνονται ἡ γαλλικὴ καὶ ἡ ἀγγλική. Διὰ καθηγητῶν γαλλοφώνων καὶ ἀγγλοφώνων μεταπληθέντων ἐξ Εὐρώπης καὶ διατηρουμένων ἐν τῷ οἰκοτροφείῳ. — [455, 721, 915, 758]
paragraph: Ἡ κυριωτέρα ὅμως πρόσοδος μένει τὸ δηνάριον τοῦ Πέτρου. Ἡ Γερμανία, Ἀγγλία, Ἀμερικὴ καὶ Αὐστραλία ἀποστέλλουσι δύο ἑκατομμύρια περίπου φράγκων, ἡ Ἰσπανία 300,000, ἡ Ἰταλία δὲ οὔτε ὀβολόν. — [264, 189, 442, 276]
ad-date: Ἐν Ἀθήναις τῇ 11 Ἰουλίου 1907. — [933, 1037, 1091, 1049]
paragraph: Εἶδα δὲ ἔλεγε ὁ κ. Τανσοῦ τὴν ἠλεκτρικὴν νεάνιδα. — [70, 938, 256, 962]
price-value: 0,15 — [415, 1280, 437, 1292]
ship-name: PRESIDENT LINCOLN — [459, 348, 573, 360]
ad-textile-mill — [450, 856, 920, 1007]
product-list — [455, 928, 915, 990]
paragraph: Ἕνας κανάπες μέγας καὶ βαρύς, ἐπὶ τοῦ ὁποίου ἐκάθημην ἀπεκρούσθη βιαίως μέχρι τοῦ τοίχου, καθ᾽ ἣν στιγμὴν ἡ νεᾶνις ἦλθε νὰ σταθῇ πλησίον μου. — [70, 1081, 256, 1143]
ad-line: Κανονισμὸς ἀποστέλλεται τῷ αἰτοῦντι — [598, 822, 772, 835]
serial-title: Ο ΝΟΣΤΡΑΔΑΜΟΣ — [1236, 157, 1530, 196]
product-item: Γράσματα μάλλινα (petit draps) ἐπὶ γυναικεῖα φορέματα καὶ — [455, 940, 795, 952]
serial-paragraph: Ὅσον διὰ τὸν Καρδινάλιον τῆς Λορραίν, ἀδελφὸν τοῦ δουκὸς δὲ Γκίζ, ἀπὸ τῆς στιγμῆς τῆς εἰσόδου τῆς πιστῆς τῆς βασιλίσσης. — [1236, 537, 1530, 574]
column-rule — [924, 140, 925, 2211]
ship-name: DEUTSCHLAND — [459, 312, 542, 324]
serial-paragraph: Ἐκάλεσαν τὸν Ὀττιέλ, κρίνει εἰς τὸ σημεῖον ὅπου ὁ πρῶτος αὐτοῦ ἐμφανίζεται ἐν τῇ αἰθούσῃ. — [1236, 673, 1530, 698]
ad-line: Παρελάβε τὸ κατάστημα — [627, 556, 743, 571]
masthead-rule — [70, 134, 1530, 137]
ad-title: ΠΕΙΡΑΪΚΟΝ ΛΥΚΕΙΟΝ — [565, 670, 805, 696]
ad-line: Διὰ τῶν κολοσσιαίων ἀτμοπλοίων — [617, 215, 753, 226]
price-label: Βατίστες — [269, 1280, 314, 1292]
ad-agent: Θρασυβούλῳ Π. Νικολαΐδῃ — [601, 434, 769, 450]
column-rule — [1232, 140, 1233, 2211]
article-kicker: ΚΑΜΙΛΛΟΥ ΦΛΑΜΜΑΡΙΟΝΟΣ — [70, 140, 256, 153]
departure-item: Διὰ τοῦ ὑπερωκεανείου «ΜΑΣΣΑΛΙΑ» τὴν Κυριακὴν 22 Ὀκτωβρίου — [455, 1213, 823, 1225]
ad-title: ΤΟ «ΠΕΙΡΑΪΚΟΝ ΛΥΚΕΙΟΝ» — [288, 393, 418, 405]
ad-steamship — [264, 555, 442, 726]
ad-text: Πληροφορίαι καθ᾽ ἑκάστην 8—12 π. μ. καὶ 4—6 μ.μ. — [455, 1536, 711, 1548]
ad-address: Ὁδὸς Σταδίου 13. (Ἔναντι στοᾶς Ἀρσακείου.) — [933, 555, 1158, 567]
ad-text: Δύνανται νὰ ἐπισκέψωνται τὸν ἰατρὸν καὶ ἐὰν ὦσι ἐπαρχιῶται μόνον γράφοντες ἀρκοῦν καὶ τὰ φάρμακα ἀποστέλλονται διὰ τοῦ ταχυδρομείου. — [933, 312, 1223, 349]
ad-image-caption: ΚΟΝΙΝ ΦΕΡΡΟΥ ΤΟΥ ΚΑΒΑΛΙΕΡ ΜΠΙΣΛΕΡΙ — [462, 1428, 568, 1443]
ad-bulgarian-road — [264, 732, 442, 827]
ship-row — [455, 348, 915, 360]
ad-text: Πρακτικὸν τμῆμα μετὰ διετοῦς φοιτήσεως. Διδάσκονται καὶ ὑποχρεωτικῶς ὅλα τὰ ἀποτελέσματα. Τροφὴ ἄφθονος καὶ ὑγιεινή. Περίθαλψις μητρική. Τραπέζα καὶ δίδακτρα μετριώτατα. — [455, 785, 915, 822]
ship-tonnage: 12,000 — [877, 372, 911, 384]
price-row — [269, 1267, 437, 1280]
ad-agent: ΧΡ. ΧΡΙΣΤΟΦΗΝ & ΣΙΑ — [462, 1261, 613, 1303]
paragraph: Ἐν τούτοις ἦσαν ἀκόμη ἀρκεταὶ ἔκσφαλεῖς, ὥστε νὰ κατορθώσῃ ὁ πειραματιστὴς νὰ σχεδιάσῃ τὴν ἀκόλουθον ἔκθεσιν, ἥτις ἀναγνώσθη τὴν 17 Φεβρουαρίου εἰς τὴν Ἀκαδημίαν τῶν Ἐπιστημῶν. — [70, 845, 256, 919]
ship-unit: » — [775, 348, 782, 360]
ad-text: Οἱ ἐν ταῖς ἐπαρχίαις καὶ τῷ ἐξωτερικῷ ἀσθενεῖς ἀποστέλλουσι ἐπιστολὴν περὶ τῆς νόσου των. — [933, 419, 1223, 443]
bottle-illustration — [455, 1348, 575, 1428]
finance-title-line2: ΤΟΥ ΒΑΤΙΚΑΝΟΥ — [70, 1327, 256, 1348]
serial-paragraph: Καὶ ἐσυγκινήθησαν ὅλοι εἰς τὴν προσκλητήριαν. — [1246, 351, 1484, 363]
ad-brand: ΦΑΒΡ - ΛΑΪΝ — [559, 1043, 811, 1077]
ad-title: OCCASION — [1035, 1333, 1121, 1351]
ship-tonnage: 25,000 — [877, 336, 911, 348]
paragraph: Τὰ περισσότερα ποσὰ τοῦ δηναρίου ἔρχονται ἐκ Γαλλίας, ἐν ἐσχάτῳ ὅμως περιωρίσθη. — [264, 338, 442, 375]
paragraph: Μία μικρὰ ταινία χάρτου, τὴν ὁποίαν ἐκράτησα εἰς ἰσορροπίαν ἐπὶ τοῦ δακτύλου μου, παρεσύρθη πελλάκις ὡς ὑπὸ ἀνέμου. — [70, 1012, 256, 1062]
ad-leonteion — [450, 1453, 920, 1566]
price-list — [269, 1267, 437, 1423]
ad-text: ἐν Εὐρώπῃ ἀσχοληθέντος εἰς τὴν Ὁμοιοπαθητικὴν θεραπευτικὴν ἐν τοῖς ἀρτίως καὶ συστηματικῶς. Χρηματίζει καθ᾽ ἑκάστην ἀπὸ 10—12 καὶ 3—6 ὁδὸς Ἀπόλλωνος, ἀριθ. 117. — [933, 369, 1223, 419]
ad-line: ΠΡΟΣΕΧΕΙΣ ΕΚ ΠΕΙΡΑΙΩΣ ΑΝΑΧΩΡΗΣΕΙΣ : — [641, 1117, 885, 1131]
serial-paragraph: Ἦτο ὁ Βρεσσὲ ὁ ὁποῖος ἐξέρχεται διὰ τῆς ἀντιφώνου, τοῦ ἀθεολογῶν σημαίνων ἐκ τοῦ παρόντος, ὁ ὁποῖος ἐκ τοῦ ἄθους περιτείνει κατὰ τὸ κεφάλαιον τὸ αὐτό. — [1236, 475, 1530, 512]
ad-name: Δ. ΑΠΟΣΤΑΡΑΚΟΥ — [1034, 691, 1122, 703]
ad-text: Πωλοῦνται ἔπιπλα ἀναχωρήσαντος οἰκογενείας εἰς συμφέρουσαν τιμήν. Ὁδὸς Κολωνοῦ 42. — [933, 1351, 1223, 1375]
ad-subtitle: ΟΔΟΣ ΣΙΝΑ 4 ΕΤΟΣ ΣΧΟΛΙΚΟΝ 1907-1908 ΕΝ ΑΘΗΝΑΙΣ — [515, 1484, 855, 1500]
ad-fabre-line — [450, 1013, 920, 1317]
price-row — [269, 1280, 437, 1293]
column-2 — [264, 140, 442, 2211]
paragraph: Ἡ Ἰταλικὴ κυβέρνησις ἀνέγραψε ἐν τῷ προϋπολογισμῷ τοῦ ὑπὲρ τῆς χορηγίας τοῦ Βατικανοῦ 3 ἑκατ. 225 χιλιάδων φράγκων. — [70, 1465, 256, 1514]
ad-title: ΣΥΝΕΣΤΗΘΗ — [1006, 1133, 1150, 1159]
serial-paragraph: Ὁ Μεγαρανοῦ συνωμοτοῦσιν. — [1246, 413, 1392, 425]
ad-text: Τὰ ἀτμόπλοια ταῦτα προτιμῶνται γενικῶς ποτ᾽ ὅλων διὰ τὴν μεγίστην αὐτῶν ταχύτητα καὶ τὴν πολυτελῆ καὶ ἄνετον αὐτῶν ἐσωτερικὴν διαρρύθμισιν. — [455, 384, 915, 408]
serial-paragraph: Διότι ἐπειδὴ ἦσαν τότε μὲ πρόσωπα κατάπληκτα, ἡ ἀλιψία τοῦ Φουλκέ καὶ ἡ ἀνακοίνωσις τῆς ἀληθείας. — [1236, 810, 1530, 834]
price-label: » — [269, 1306, 275, 1318]
portrait-illustration — [983, 584, 1163, 674]
ship-unit: » — [775, 360, 782, 372]
ad-date: Ἐν Πειραιεῖ τῇ 13 Αὐγούστου 1907. — [269, 684, 437, 708]
ad-text: Τετρατάξιον Δημοτικὸν Σχολεῖον, Ἑλληνικὸν Σχολεῖον καὶ Γυμνάσιον, Εἰσαγωγὴ τῆς Γαλλικῆς μηχανικῆς Γλώσσης καὶ Ἀγγλικῆς. — [455, 1511, 915, 1536]
ad-hair-dye — [978, 579, 1178, 760]
ad-big-word: κολλάρα — [587, 491, 783, 557]
price-unit: » » — [351, 1280, 366, 1292]
ad-line: Εἰδοποιεῖ — [1057, 494, 1099, 507]
ad-text: Ἀποθήκη ὑφασμάτων Ῥιτσίνα — [269, 1447, 437, 1459]
section-heading: Η ΗΛΕΚΤΡΙΚΗ ΚΟΡΗ — [113, 291, 213, 302]
ad-text: Πωλεῖται ἐμπόρευμα πυρετοδισκίων καὶ ἀνωγοπροσθηχίας κεῖμενον εἰς Χανιά τῆς Κρήτης μὲ ἐπιπλῶν ταξιδευτικῶν. Ἀπευθυντέον πληροφορίαι εἰς τὸν ἐν Χανίοις ἐμπόρον κ. Ἀντώνιον Ἰωαννίδην. — [933, 1255, 1223, 1316]
ad-subtitle: ΞΕΝΟΔΟΧΕΙΟΝ ΥΠΝΟΥ — [989, 1159, 1167, 1177]
price-value: 0,30 — [415, 1306, 437, 1318]
ad-collars — [450, 472, 920, 660]
ad-line: Ὑπηρεσία ἐκτακτος — [737, 410, 849, 424]
serial-paragraph: — Κύριε, ὑπέκυψεν ὁ Σαίντ-Ἀνδρὲ, καὶ δίδοντας τὴν χεῖρα. — [1236, 959, 1530, 983]
ad-subtitle: ΤΖΩΝ ΜΑΚ ΔΟΥΑΛΛ ΚΑΙ ΒΑΡΒΟΥΡ — [269, 574, 437, 597]
ad-line: ΤΟ ΓΝΩΣΤΟΝ ΦΑΡΜΑΚΕΜΠΟΡΕΙΟΝ — [300, 972, 406, 995]
